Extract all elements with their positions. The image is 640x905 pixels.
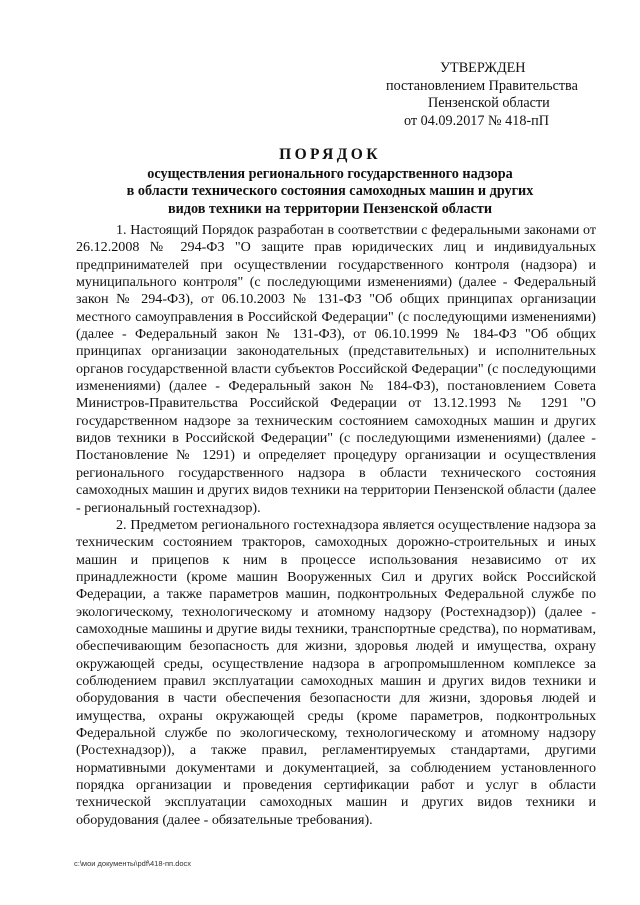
- approval-stamp: [380, 60, 600, 130]
- approval-line: постановлением Правительства: [386, 77, 578, 94]
- document-body: [76, 222, 596, 829]
- subtitle-line: видов техники на территории Пензенской области: [167, 200, 493, 217]
- document-heading: [60, 146, 600, 218]
- approval-heading: УТВЕРЖДЕН: [440, 60, 526, 76]
- paragraph-1: 1. Настоящий Порядок разработан в соответствии с федеральными законами от 26.12.2008 № 294-ФЗ "О защите прав юридических лиц и индивидуальных предпринимателей при осуществлении государственного контроля (надзора) и муниципального контроля" (с последующими изменениями) (далее - Федеральный закон № 294-ФЗ), от 06.10.2003 № 131-ФЗ "Об общих принципах организации местного самоуправления в Российской Федерации" (с последующими изменениями) (далее - Федеральный закон № 131-ФЗ), от 06.10.1999 № 184-ФЗ "Об общих принципах организации законодательных (представительных) и исполнительных органов государственной власти субъектов Российской Федерации" (с последующими изменениями) (далее - Федеральный закон № 184-ФЗ), постановлением Совета Министров-Правительства Российской Федерации от 13.12.1993 № 1291 "О государственном надзоре за техническим состоянием самоходных машин и других видов техники в Российской Федерации" (с последующими изменениями) (далее - Постановление № 1291) и определяет процедуру организации и осуществления регионального государственного надзора в области технического состояния самоходных машин и других видов техники на территории Пензенской области (далее - региональный гостехнадзор).: [76, 222, 596, 516]
- approval-line: Пензенской области: [428, 95, 550, 111]
- subtitle-line: осуществления регионального государственного надзора: [147, 166, 513, 182]
- document-title: ПОРЯДОК: [279, 146, 381, 163]
- approval-date: от 04.09.2017 № 418-пП: [404, 112, 549, 129]
- document-subtitle: [60, 166, 600, 218]
- paragraph-2: 2. Предметом регионального гостехнадзора является осуществление надзора за техническим состоянием тракторов, самоходных дорожно-строительных и иных машин и прицепов к ним в процессе использования независимо от их принадлежности (кроме машин Вооруженных Сил и других войск Российской Федерации, а также параметров машин, подконтрольных Федеральной службе по экологическому, технологическому и атомному надзору (Ростехнадзор)) (далее - самоходные машины и другие виды техники, транспортные средства), по нормативам, обеспечивающим безопасность для жизни, здоровья людей и имущества, охрану окружающей среды, осуществление надзора в агропромышленном комплексе за соблюдением правил эксплуатации самоходных машин и других видов техники и оборудования в части обеспечения безопасности для жизни, здоровья людей и имущества, охраны окружающей среды (кроме параметров, подконтрольных Федеральной службе по экологическому, технологическому и атомному надзору (Ростехнадзор)), а также правил, регламентируемых стандартами, другими нормативными документами и документацией, за соблюдением установленного порядка организации и проведения сертификации работ и услуг в области технической эксплуатации самоходных машин и других видов техники и оборудования (далее - обязательные требования).: [76, 516, 596, 828]
- subtitle-line: в области технического состояния самоходных машин и других: [126, 183, 534, 200]
- file-path-footer: c:\мои документы\pdf\418-пп.docx: [74, 859, 192, 868]
